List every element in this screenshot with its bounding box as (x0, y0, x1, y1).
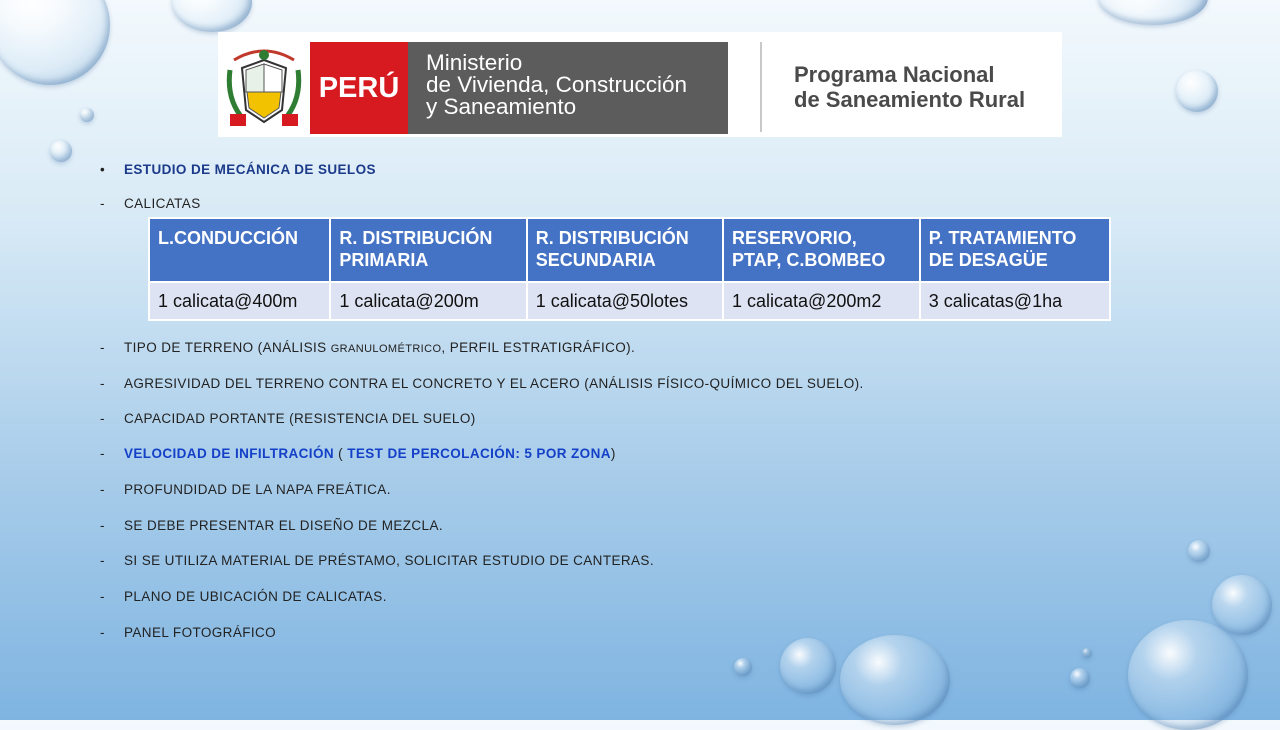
table-cell: 1 calicata@50lotes (527, 282, 723, 320)
subheading (100, 196, 201, 211)
item-text-highlight: VELOCIDAD DE INFILTRACIÓN (124, 446, 334, 461)
header-line: R. DISTRIBUCIÓN (535, 228, 689, 248)
bullet-marker: • (100, 162, 106, 177)
list-item-prestamo (100, 553, 654, 568)
table-cell: 3 calicatas@1ha (920, 282, 1110, 320)
banner-divider (760, 42, 762, 132)
ministry-line: y Saneamiento (426, 94, 577, 119)
ministry-name (408, 42, 728, 134)
header-line: RESERVORIO, (732, 228, 857, 248)
list-item-panel (100, 625, 276, 640)
table-header-cell (149, 218, 330, 282)
water-drop-decoration (1098, 0, 1208, 25)
dash-marker: - (100, 446, 105, 461)
item-text-highlight: TEST DE PERCOLACIÓN: 5 POR ZONA (347, 446, 611, 461)
item-text: SI SE UTILIZA MATERIAL DE PRÉSTAMO, SOLICITAR ESTUDIO DE CANTERAS. (124, 553, 654, 568)
header-line: DE DESAGÜE (928, 250, 1048, 270)
water-drop-decoration (172, 0, 252, 32)
item-text: TIPO DE TERRENO (ANÁLISIS (124, 340, 331, 355)
water-drop-decoration (1188, 540, 1210, 562)
table-header-cell (920, 218, 1110, 282)
water-drop-decoration (1212, 575, 1272, 635)
header-line: PRIMARIA (339, 250, 429, 270)
dash-marker: - (100, 518, 105, 533)
item-text: ) (610, 446, 616, 461)
list-item-plano (100, 589, 387, 604)
water-drop-decoration (780, 638, 836, 694)
item-text: SE DEBE PRESENTAR EL DISEÑO DE MEZCLA. (124, 518, 444, 533)
water-drop-decoration (1070, 668, 1090, 688)
table-header-cell (527, 218, 723, 282)
header-line: L.CONDUCCIÓN (158, 228, 298, 248)
program-line: Programa Nacional (794, 62, 995, 87)
list-item-velocidad (100, 446, 616, 461)
item-text: PANEL FOTOGRÁFICO (124, 625, 277, 640)
dash-marker: - (100, 340, 105, 355)
country-label: PERÚ (310, 42, 408, 134)
dash-marker: - (100, 376, 105, 391)
water-drop-decoration (80, 108, 94, 122)
water-drop-decoration (0, 0, 110, 85)
water-drop-decoration (50, 140, 72, 162)
table-cell: 1 calicata@200m (330, 282, 526, 320)
water-drop-decoration (1128, 620, 1248, 730)
table-header-row (149, 218, 1110, 282)
table-row (149, 282, 1110, 320)
dash-marker: - (100, 482, 105, 497)
heading-text: ESTUDIO DE MECÁNICA DE SUELOS (124, 162, 376, 177)
table-cell: 1 calicata@400m (149, 282, 330, 320)
national-crest-icon (224, 40, 304, 130)
dash-marker: - (100, 196, 105, 211)
subheading-text: CALICATAS (124, 196, 201, 211)
table-cell: 1 calicata@200m2 (723, 282, 920, 320)
header-line: SECUNDARIA (535, 250, 656, 270)
dash-marker: - (100, 589, 105, 604)
header-line: R. DISTRIBUCIÓN (339, 228, 493, 248)
program-name (794, 62, 1025, 112)
ministry-banner (218, 32, 1062, 137)
header-line: PTAP, C.BOMBEO (732, 250, 886, 270)
water-drop-decoration (1082, 648, 1092, 658)
item-text: ( (334, 446, 348, 461)
ministry-line: de Vivienda, Construcción (426, 72, 687, 97)
list-item-agresividad (100, 376, 864, 391)
item-text: CAPACIDAD PORTANTE (RESISTENCIA DEL SUELO) (124, 411, 476, 426)
section-heading (100, 162, 376, 177)
dash-marker: - (100, 625, 105, 640)
item-text-small: GRANULOMÉTRICO (330, 343, 442, 355)
calicatas-table (148, 217, 1111, 321)
list-item-terreno (100, 340, 635, 355)
list-item-profundidad (100, 482, 391, 497)
ministry-line: Ministerio (426, 50, 523, 75)
dash-marker: - (100, 553, 105, 568)
program-line: de Saneamiento Rural (794, 87, 1026, 112)
table-header-cell (723, 218, 920, 282)
dash-marker: - (100, 411, 105, 426)
list-item-mezcla (100, 518, 443, 533)
list-item-capacidad (100, 411, 476, 426)
item-text: AGRESIVIDAD DEL TERRENO CONTRA EL CONCRETO Y EL ACERO (ANÁLISIS FÍSICO-QUÍMICO DEL SUELO). (124, 376, 864, 391)
item-text: PROFUNDIDAD DE LA NAPA FREÁTICA. (124, 482, 391, 497)
item-text: , PERFIL ESTRATIGRÁFICO). (441, 340, 636, 355)
header-line: P. TRATAMIENTO (928, 228, 1077, 248)
item-text: PLANO DE UBICACIÓN DE CALICATAS. (124, 589, 387, 604)
table-header-cell (330, 218, 526, 282)
water-drop-decoration (1176, 70, 1218, 112)
water-drop-decoration (734, 658, 752, 676)
water-drop-decoration (840, 635, 950, 725)
